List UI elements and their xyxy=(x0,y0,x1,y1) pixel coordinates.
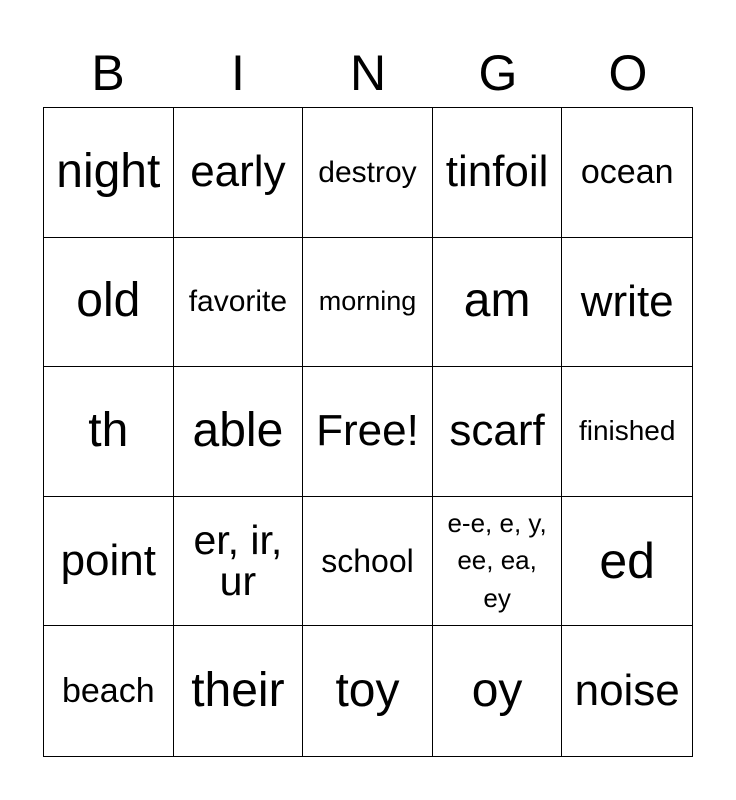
bingo-cell[interactable] xyxy=(303,626,433,756)
bingo-cell[interactable] xyxy=(433,497,563,627)
cell-word: school xyxy=(321,542,414,579)
bingo-cell[interactable] xyxy=(174,626,304,756)
cell-word: th xyxy=(88,404,129,458)
bingo-cell[interactable] xyxy=(303,108,433,238)
cell-word: able xyxy=(192,404,284,458)
cell-word: morning xyxy=(318,286,417,317)
free-space-cell[interactable] xyxy=(303,367,433,497)
header-letter-o: O xyxy=(608,45,648,101)
bingo-cell[interactable] xyxy=(174,497,304,627)
bingo-cell[interactable] xyxy=(562,108,692,238)
cell-word: noise xyxy=(574,666,680,715)
bingo-cell[interactable] xyxy=(433,626,563,756)
header-letter-b: B xyxy=(91,45,125,101)
cell-word: ed xyxy=(599,532,655,589)
cell-word: their xyxy=(191,663,285,717)
bingo-cell[interactable] xyxy=(562,238,692,368)
cell-word: tinfoil xyxy=(445,147,549,197)
cell-word: e-e, e, y, ee, ea, ey xyxy=(447,507,547,613)
cell-word: beach xyxy=(61,671,155,710)
header-letter-n: N xyxy=(349,45,387,101)
bingo-cell[interactable] xyxy=(433,238,563,368)
cell-word: favorite xyxy=(188,285,288,319)
cell-word: destroy xyxy=(318,155,417,189)
cell-word: oy xyxy=(471,663,523,717)
bingo-cell[interactable] xyxy=(174,238,304,368)
cell-word: ocean xyxy=(580,152,674,191)
bingo-cell[interactable] xyxy=(44,108,174,238)
bingo-cell[interactable] xyxy=(303,497,433,627)
bingo-card-grid xyxy=(43,107,693,757)
bingo-cell[interactable] xyxy=(562,626,692,756)
bingo-cell[interactable] xyxy=(44,367,174,497)
bingo-cell[interactable] xyxy=(303,238,433,368)
bingo-cell[interactable] xyxy=(44,497,174,627)
cell-word: point xyxy=(60,535,156,585)
bingo-cell[interactable] xyxy=(174,367,304,497)
bingo-cell[interactable] xyxy=(433,367,563,497)
cell-word: er, ir, ur xyxy=(193,517,283,605)
bingo-header xyxy=(43,40,693,106)
cell-word: finished xyxy=(578,415,676,447)
bingo-cell[interactable] xyxy=(44,626,174,756)
header-letter-g: G xyxy=(478,45,518,101)
bingo-cell[interactable] xyxy=(44,238,174,368)
cell-word: old xyxy=(76,274,141,328)
cell-word: write xyxy=(580,276,674,326)
cell-word: night xyxy=(56,144,161,198)
free-space-label: Free! xyxy=(316,406,419,456)
bingo-cell[interactable] xyxy=(433,108,563,238)
header-letter-i: I xyxy=(231,45,245,101)
cell-word: early xyxy=(190,147,286,197)
cell-word: am xyxy=(463,274,531,328)
bingo-cell[interactable] xyxy=(562,367,692,497)
bingo-cell[interactable] xyxy=(562,497,692,627)
bingo-cell[interactable] xyxy=(174,108,304,238)
cell-word: scarf xyxy=(449,406,545,456)
cell-word: toy xyxy=(335,663,400,717)
